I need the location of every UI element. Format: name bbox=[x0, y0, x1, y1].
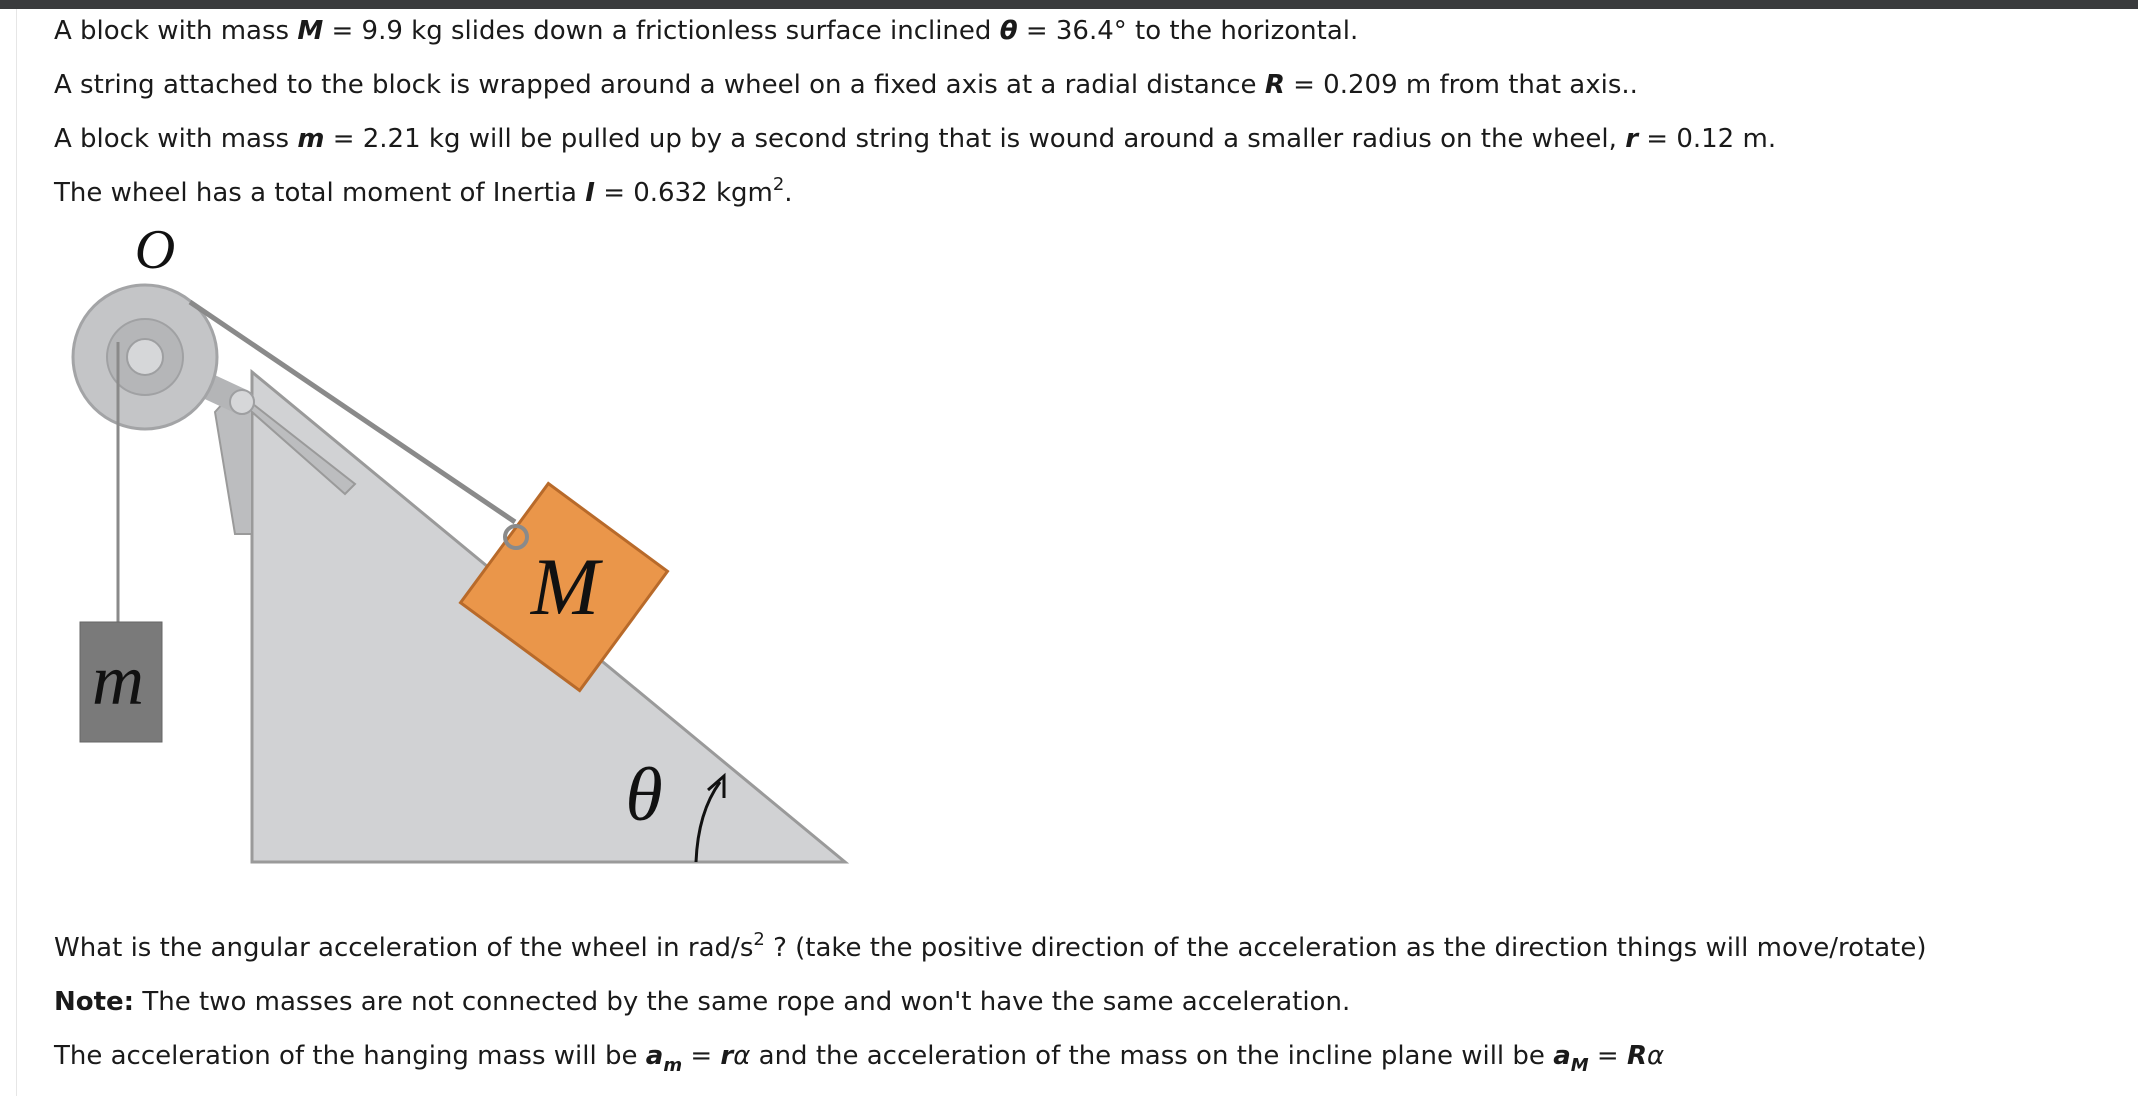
text: A block with mass bbox=[54, 16, 298, 46]
text: = 0.209 m from that axis.. bbox=[1284, 70, 1638, 100]
text: = 2.21 kg will be pulled up by a second string that is wound around a smaller radius on the wheel, bbox=[324, 124, 1626, 154]
left-border bbox=[16, 9, 17, 1096]
axle bbox=[127, 339, 163, 375]
var-alpha: α bbox=[733, 1041, 751, 1071]
subscript: m bbox=[663, 1055, 683, 1076]
text: = bbox=[1588, 1041, 1627, 1071]
var-alpha: α bbox=[1647, 1041, 1665, 1071]
text: The acceleration of the hanging mass will be bbox=[54, 1041, 646, 1071]
problem-line-1 bbox=[54, 14, 1358, 48]
physics-diagram bbox=[60, 222, 860, 872]
problem-line-2 bbox=[54, 68, 1638, 102]
text: ? (take the positive direction of the acceleration as the direction things will move/rotate) bbox=[764, 933, 1927, 963]
text: The wheel has a total moment of Inertia bbox=[54, 178, 586, 208]
block-label: M bbox=[530, 541, 600, 632]
var-I: I bbox=[585, 178, 595, 208]
var-R: R bbox=[1627, 1041, 1648, 1071]
bracket-pin bbox=[230, 390, 254, 414]
note-line bbox=[54, 985, 1350, 1019]
angle-label: θ bbox=[625, 753, 663, 837]
var-a: a bbox=[1553, 1041, 1571, 1071]
text: = 9.9 kg slides down a frictionless surface inclined bbox=[323, 16, 1000, 46]
text: = 0.632 kgm bbox=[594, 178, 773, 208]
text: . bbox=[784, 178, 793, 208]
var-a: a bbox=[645, 1041, 664, 1071]
text: A block with mass bbox=[54, 124, 298, 154]
superscript: 2 bbox=[772, 174, 785, 195]
problem-line-3 bbox=[54, 122, 1776, 156]
var-m: m bbox=[297, 124, 325, 154]
var-R: R bbox=[1264, 70, 1285, 100]
problem-line-4 bbox=[54, 176, 793, 210]
hanging-mass-label: m bbox=[92, 640, 144, 720]
text: A string attached to the block is wrapped around a wheel on a fixed axis at a radial distance bbox=[54, 70, 1265, 100]
text: = 36.4° to the horizontal. bbox=[1017, 16, 1359, 46]
text: = bbox=[682, 1041, 721, 1071]
var-r: r bbox=[720, 1041, 734, 1071]
axis-label: O bbox=[134, 222, 176, 281]
text: and the acceleration of the mass on the incline plane will be bbox=[750, 1041, 1554, 1071]
question-line bbox=[54, 931, 1927, 965]
top-bar bbox=[0, 0, 2138, 9]
text: What is the angular acceleration of the wheel in rad/s bbox=[54, 933, 754, 963]
note-label: Note: bbox=[54, 987, 135, 1017]
text: = 0.12 m. bbox=[1638, 124, 1777, 154]
note-text: The two masses are not connected by the same rope and won't have the same acceleration. bbox=[134, 987, 1351, 1017]
acceleration-line bbox=[54, 1039, 1665, 1076]
var-r: r bbox=[1625, 124, 1639, 154]
subscript: M bbox=[1570, 1055, 1589, 1076]
var-M: M bbox=[297, 16, 324, 46]
var-theta: θ bbox=[999, 16, 1018, 46]
superscript: 2 bbox=[753, 929, 765, 950]
